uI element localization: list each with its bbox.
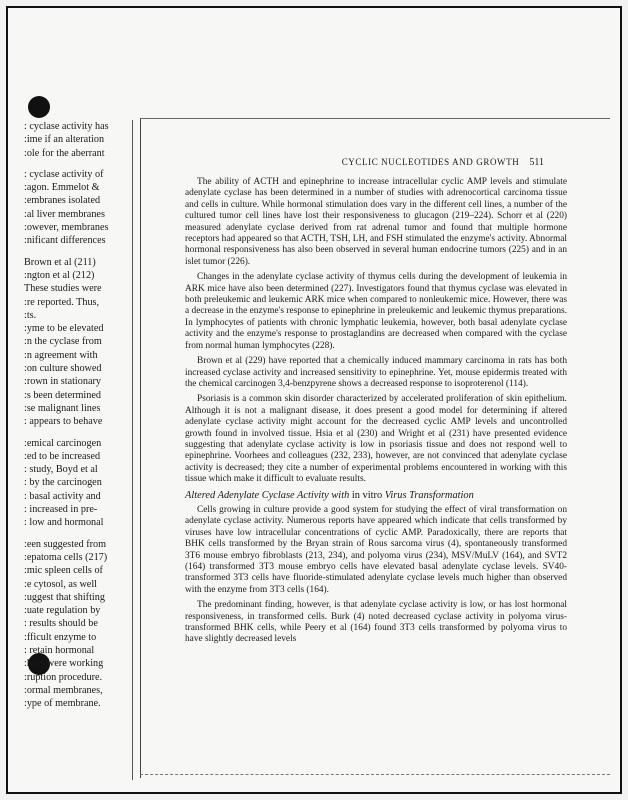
- left-line-gap: [24, 429, 132, 437]
- left-page-line: :rown in stationary: [24, 376, 101, 388]
- left-page-line: : low and hormonal: [24, 517, 104, 529]
- left-page-line: :ruption procedure.: [24, 671, 103, 683]
- left-page-line: :ormal membranes,: [24, 684, 103, 696]
- left-page-line: :embranes isolated: [24, 195, 101, 207]
- left-page-line: :hors were working: [24, 658, 104, 670]
- body-paragraph: Cells growing in culture provide a good system for studying the effect of viral transformation on adenylate cyclase activity. Numerous reports have appeared which indicate that cells transformed by viruses have low intracellular concentrations of cyclic AMP. Paradoxically, there are reports that BHK cells transformed by the Bryan strain of Rous sarcoma virus (4), spontaneously transformed 3T6 mouse embryo fibroblasts (213, 234), and polyoma virus (234), MSV/MuLV (164), and SVT2 (164) transformed 3T3 mouse embryo cells have elevated basal adenylate cyclase levels. SV40-transformed 3T3 cells have fluoride-stimulated adenylate cyclase levels much higher than observed with the enzyme from 3T3 cells (164).: [185, 504, 567, 595]
- left-page-fragment: [24, 120, 133, 780]
- left-page-line: :een suggested from: [24, 538, 107, 550]
- left-page-line: :owever, membranes: [24, 222, 109, 234]
- left-page-line: :yme to be elevated: [24, 323, 104, 335]
- left-page-line: : retain hormonal: [24, 644, 95, 656]
- left-page-line: :n agreement with: [24, 349, 98, 361]
- right-page: [140, 118, 610, 778]
- running-head-title: CYCLIC NUCLEOTIDES AND GROWTH: [341, 157, 520, 167]
- left-page-line: :ype of membrane.: [24, 698, 101, 710]
- left-page-line: : results should be: [24, 618, 98, 630]
- page-bottom-edge: [140, 774, 610, 775]
- left-page-line: :uate regulation by: [24, 605, 101, 617]
- punch-hole-top: [28, 96, 50, 118]
- left-page-line: : cyclase activity has: [24, 121, 109, 132]
- left-page-line: :re reported. Thus,: [24, 296, 100, 308]
- body-paragraph: Changes in the adenylate cyclase activity of thymus cells during the development of leukemia in ARK mice have also been determined (227). Investigators found that thymus cyclase was elevated in both preleukemic and leukemic ARK mice when compared to nonleukemic mice. However, there was a decrease in the enzyme's response to epinephrine in preleukemic and leukemic thymus preparations. In lymphocytes of patients with chronic lymphatic leukemia, however, both basal adenylate cyclase activity and the enzyme's response to prostaglandins are decreased when compared with the cyclase from normal human lymphocytes (228).: [185, 272, 567, 351]
- body-paragraph: Psoriasis is a common skin disorder characterized by accelerated proliferation of skin epithelium. Although it is not a malignant disease, it does present a good model for determining if altered adenylate cyclase activity might account for the decreased cyclic AMP levels and uncontrolled growth found in involved tissue. Hsia et al (230) and Wright et al (231) have presented evidence suggesting that adenylate cyclase activity is low in psoriasis tissue and does not respond well to epinephrine. Voorhees and colleagues (232, 233), however, are not convinced that adenylate cyclase activity is decreased; they cite a number of experimental problems encountered in working with this tissue which make it difficult to evaluate results.: [185, 394, 567, 485]
- left-page-line: :fficult enzyme to: [24, 631, 97, 643]
- section-heading-part: in vitro: [351, 489, 383, 501]
- left-page-line: :mic spleen cells of: [24, 565, 103, 577]
- left-page-line: :se malignant lines: [24, 402, 101, 414]
- body-paragraph: The ability of ACTH and epinephrine to increase intracellular cyclic AMP levels and stimulate adenylate cyclase has been determined in a number of studies with adrenocortical carcinoma tissue and cells in culture. While hormonal stimulation does vary in the different cell lines, a number of the cultured tumor cell lines have lost their responsiveness to glucagon (219–224). Schorr et al (220) measured adenylate cyclase derived from rat adrenal tumor and found that multiple hormone receptors had appeared so that ACTH, TSH, LH, and FSH stimulated the enzyme's activity. Abnormal hormonal responsiveness has also been observed in several human endocrine tumors (225) and in an islet tumor (226).: [185, 177, 567, 267]
- section-heading: [185, 490, 567, 501]
- left-page-line: :emical carcinogen: [24, 437, 102, 449]
- left-page-line: :n the cyclase from: [24, 336, 102, 348]
- left-line-gap: [24, 248, 132, 256]
- left-page-line: : by the carcinogen: [24, 477, 102, 489]
- left-page-line: These studies were: [24, 283, 102, 295]
- left-page-line: : increased in pre-: [24, 504, 98, 516]
- left-page-line: : cyclase activity of: [24, 168, 104, 180]
- section-heading-part: Virus Transformation: [382, 489, 474, 501]
- left-page-line: :ngton et al (212): [24, 269, 95, 281]
- page-number: 511: [529, 157, 544, 168]
- left-page-line: :ts.: [24, 309, 37, 321]
- left-page-line: :s been determined: [24, 389, 101, 401]
- body-paragraph: Brown et al (229) have reported that a chemically induced mammary carcinoma in rats has both increased cyclase activity and increased sensitivity to epinephrine. Yet, mouse epidermis treated with the chemical carcinogen 3,4-benzpyrene shows a decreased response to isoproterenol (114).: [185, 356, 567, 389]
- article-body: [185, 177, 567, 650]
- running-head: [342, 157, 544, 168]
- left-page-line: Brown et al (211): [24, 256, 96, 268]
- left-page-line: :uggest that shifting: [24, 591, 105, 603]
- left-page-line: :e cytosol, as well: [24, 578, 97, 590]
- left-page-line: :ime if an alteration: [24, 134, 105, 146]
- left-page-line: : appears to behave: [24, 416, 103, 428]
- left-page-line: : basal activity and: [24, 490, 101, 502]
- left-line-gap: [24, 530, 132, 538]
- left-page-line: :ole for the aberrant: [24, 147, 105, 159]
- left-page-line: :epatoma cells (217): [24, 551, 108, 563]
- body-paragraph: The predominant finding, however, is that adenylate cyclase activity is low, or has lost hormonal responsiveness, in transformed cells. Burk (4) noted decreased cyclase activity in polyoma virus-transformed BHK cells, while Peery et al (164) found 3T3 cells transformed by polyoma virus to have slightly decreased levels: [185, 600, 567, 645]
- left-page-line: :on culture showed: [24, 363, 102, 375]
- left-page-line: :agon. Emmelot &: [24, 182, 100, 194]
- left-page-line: :al liver membranes: [24, 208, 105, 220]
- left-line-gap: [24, 160, 132, 168]
- left-page-line: :ed to be increased: [24, 450, 101, 462]
- left-page-line: : study, Boyd et al: [24, 464, 98, 476]
- left-page-line: :nificant differences: [24, 235, 106, 247]
- section-heading-part: Altered Adenylate Cyclase Activity with: [185, 489, 352, 501]
